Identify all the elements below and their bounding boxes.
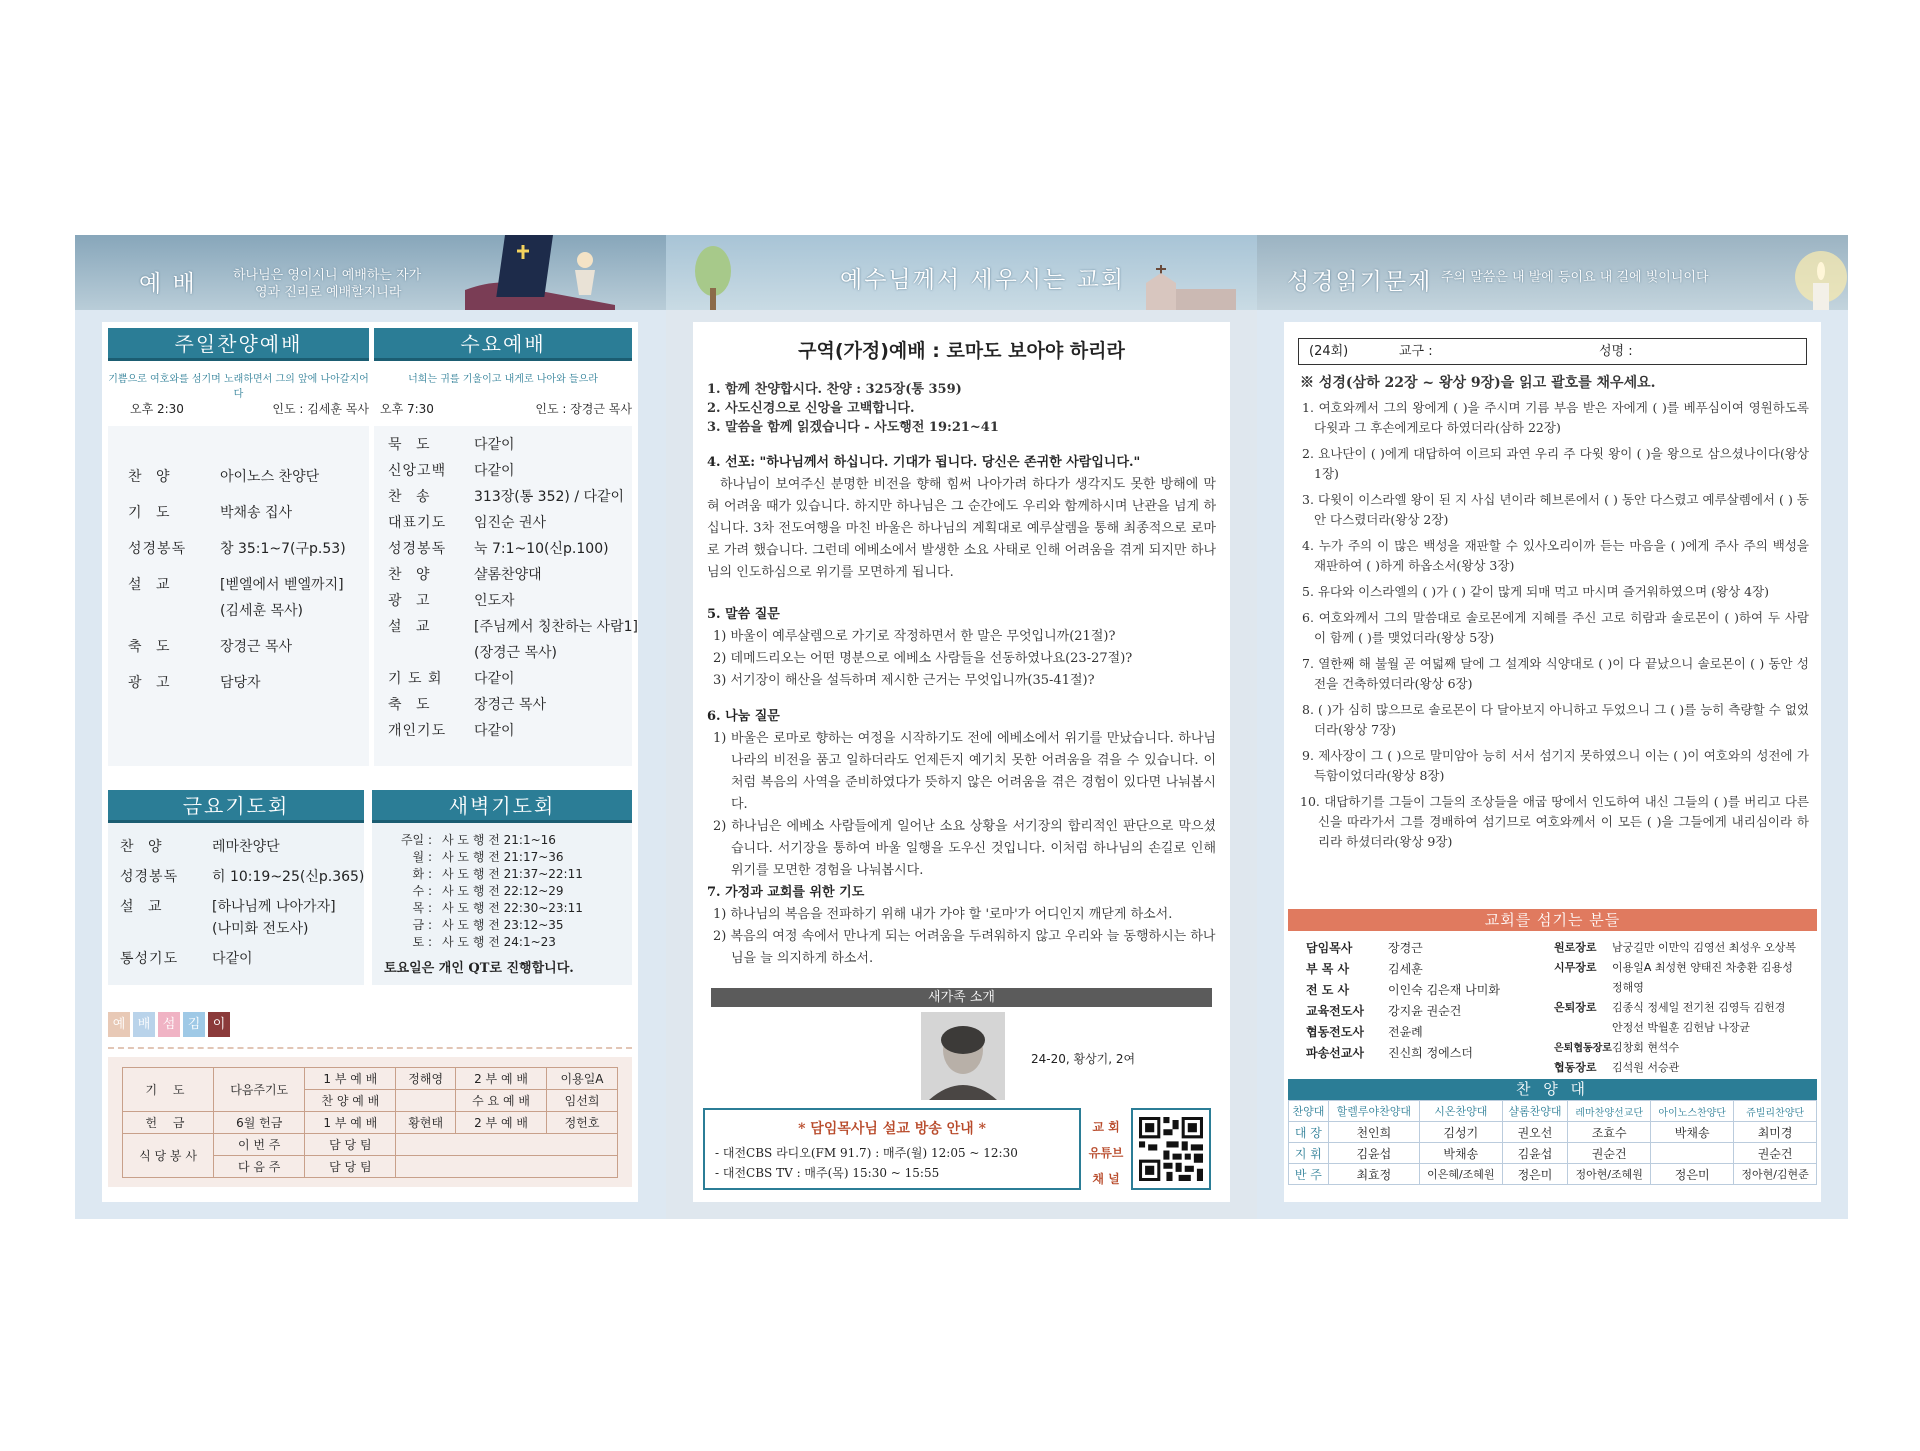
quiz-question: 5. 유다와 이스라엘의 ( )가 ( ) 같이 많게 되매 먹고 마시며 즐거워하였으며 (왕상 4장) [1302, 584, 1770, 599]
dawn-day: 화 : [412, 867, 432, 881]
dawn-reading: 사 도 행 전 22:30~23:11 [442, 901, 583, 915]
order-key: 광 고 [388, 593, 435, 609]
servant-role: 부 목 사 [1306, 962, 1350, 976]
order-value: [주님께서 칭찬하는 사람1] [474, 619, 638, 635]
order-key: 성경봉독 [388, 541, 447, 557]
choir-cell: 천인희 [1328, 1122, 1419, 1143]
order-value: [벧엘에서 벧엘까지] [220, 577, 344, 593]
choir-cell: 박채송 [1419, 1143, 1502, 1164]
question-item: 2) 하나님은 에베소 사람들에게 일어난 소요 상황을 서기장의 합리적인 판단으로 막으셨습니다. 서기장을 통하여 바울 일행을 도우신 것입니다. 이처럼 하나님의 손길로 인해 위기를 모면한 경험을 나눠봅시다. [713, 819, 1216, 878]
worship-column [75, 235, 666, 1219]
serving-tags [108, 1012, 230, 1040]
youtube-label-line: 교 회 [1092, 1120, 1120, 1134]
order-key: 성경봉독 [128, 541, 187, 557]
duty-cell: 찬 양 예 배 [305, 1090, 396, 1112]
dawn-reading: 사 도 행 전 21:37~22:11 [442, 867, 583, 881]
quiz-name-field[interactable]: 성명 : [1599, 344, 1633, 359]
choir-row [1289, 1122, 1817, 1143]
choir-cell: 이은혜/조혜원 [1419, 1164, 1502, 1185]
dawn-reading: 사 도 행 전 22:12~29 [442, 884, 564, 898]
servant-role: 은퇴장로 [1554, 1001, 1597, 1014]
duty-table [122, 1067, 618, 1178]
bulletin [75, 235, 1848, 1219]
order-key: 대표기도 [388, 515, 447, 531]
servant-role: 협동전도사 [1306, 1025, 1364, 1039]
order-value: 담당자 [220, 675, 261, 691]
bible-quiz-header-title: 성경읽기문제 [1287, 269, 1433, 295]
prayer-item: 2) 복음의 여정 속에서 만나게 되는 어려움을 두려워하지 않고 우리와 늘 동행하시는 하나님을 늘 의지하게 하소서. [713, 929, 1216, 966]
tag-block: 예 [108, 1012, 130, 1037]
order-key: 통성기도 [120, 951, 179, 967]
choir-table [1288, 1100, 1817, 1185]
dawn-reading: 사 도 행 전 21:1~16 [442, 833, 556, 847]
servant-row [1554, 937, 1796, 957]
youtube-label [1085, 1114, 1127, 1192]
duty-cell [396, 1134, 618, 1156]
choir-cell: 정은미 [1651, 1164, 1734, 1185]
friday-title: 금요기도회 [108, 790, 364, 823]
order-value: 눅 7:1~10(신p.100) [474, 541, 609, 557]
choir-title: 찬 양 대 [1288, 1079, 1817, 1100]
duty-cell: 황현태 [396, 1112, 456, 1134]
bible-quiz-column [1257, 235, 1848, 1219]
home-worship-header [666, 235, 1257, 310]
order-value: 다같이 [474, 437, 515, 453]
order-key: 기 도 [128, 505, 175, 521]
servant-names: 진신희 정에스더 [1388, 1046, 1473, 1060]
sunday-order [108, 426, 369, 766]
choir-cell: 조효수 [1568, 1122, 1651, 1143]
dawn-row [372, 848, 632, 865]
proclamation [707, 452, 1216, 584]
duty-cell [396, 1090, 456, 1112]
servant-names: 이인숙 김은재 나미화 [1388, 983, 1500, 997]
duty-cell: 1 부 예 배 [305, 1068, 396, 1090]
worship-panel [102, 322, 638, 1202]
bible-quiz-header-subtitle: 주의 말씀은 내 발에 등이요 내 길에 빛이니이다 [1441, 270, 1709, 285]
tag-block: 배 [133, 1012, 155, 1037]
broadcast-line: - 대전CBS TV : 매주(목) 15:30 ~ 15:55 [715, 1166, 940, 1180]
servant-role: 파송선교사 [1306, 1046, 1364, 1060]
bible-hand-icon [465, 235, 625, 310]
question-item: 1) 바울이 예루살렘으로 가기로 작정하면서 한 말은 무엇입니까(21절)? [713, 629, 1116, 644]
newcomer-photo [921, 1012, 1005, 1100]
servant-role: 교육전도사 [1306, 1004, 1364, 1018]
order-value: 다같이 [474, 463, 515, 479]
dawn-day: 금 : [412, 918, 432, 932]
sharing-questions [707, 706, 1216, 882]
servant-names: 안정선 박월훈 김헌남 나장균 [1611, 1021, 1750, 1034]
sunday-service [108, 328, 369, 691]
dawn-day: 토 : [412, 935, 432, 949]
broadcast-box [703, 1108, 1081, 1190]
sunday-time: 오후 2:30 [130, 402, 184, 416]
quiz-district-field[interactable]: 교구 : [1399, 344, 1433, 359]
bible-quiz-panel [1284, 322, 1821, 1202]
dawn-title: 새벽기도회 [372, 790, 632, 823]
broadcast-title: * 담임목사님 설교 방송 안내 * [798, 1121, 986, 1137]
servant-role [1554, 977, 1612, 997]
quiz-question: 3. 다윗이 이스라엘 왕이 된 지 사십 년이라 헤브론에서 ( ) 동안 다스렸고 예루살렘에서 ( ) 동안 다스렸더라(왕상 2장) [1302, 492, 1809, 527]
order-key: 신앙고백 [388, 463, 447, 479]
choir-col-header: 샬롬찬양대 [1502, 1101, 1567, 1122]
choir-cell: 정아현/조혜원 [1568, 1164, 1651, 1185]
order-value: 장경근 목사 [220, 639, 293, 655]
section-heading: 4. 선포: "하나님께서 하십니다. 기대가 됩니다. 당신은 존귀한 사람입니다." [707, 455, 1141, 470]
duty-cell: 임선희 [547, 1090, 618, 1112]
sunday-title: 주일찬양예배 [108, 328, 369, 361]
duty-cell: 2 부 예 배 [456, 1112, 547, 1134]
newcomer-bar: 새가족 소개 [711, 988, 1212, 1007]
dawn-row [372, 831, 632, 848]
order-value: [하나님께 나아가자] [212, 899, 336, 915]
servant-role: 은퇴협동장로 [1554, 1043, 1612, 1054]
question-item: 2) 데메드리오는 어떤 명분으로 에베소 사람들을 선동하였나요(23-27절)? [713, 651, 1133, 666]
wednesday-title: 수요예배 [374, 328, 632, 361]
servant-row [1306, 1021, 1500, 1042]
dawn-reading: 사 도 행 전 23:12~35 [442, 918, 564, 932]
worship-header-subtitle [233, 267, 421, 301]
dawn-row [372, 933, 632, 950]
order-value: 임진순 권사 [474, 515, 547, 531]
choir-cell: 김성기 [1419, 1122, 1502, 1143]
order-key: 찬 양 [128, 469, 175, 485]
choir-row [1289, 1143, 1817, 1164]
order-key: 기 도 회 [388, 671, 443, 687]
choir-cell: 권순건 [1734, 1143, 1817, 1164]
home-worship-column [666, 235, 1257, 1219]
tree-icon [688, 243, 738, 310]
servant-names: 김종식 정세일 전기천 김영득 김헌경 [1611, 1001, 1786, 1014]
choir-cell: 반 주 [1289, 1164, 1329, 1185]
order-value: 다같이 [474, 671, 515, 687]
servant-names: 장경근 [1388, 941, 1423, 955]
worship-header-title: 예 배 [139, 271, 197, 297]
choir-cell: 김윤섭 [1502, 1143, 1567, 1164]
servants-right-table [1554, 937, 1796, 1077]
wednesday-verse: 너희는 귀를 기울이고 내게로 나아와 들으라 [408, 374, 598, 385]
youtube-label-line: 유튜브 [1088, 1146, 1124, 1160]
sunday-leader: 인도 : 김세훈 목사 [272, 402, 369, 416]
choir-cell: 최미경 [1734, 1122, 1817, 1143]
quiz-question: 9. 제사장이 그 ( )으로 말미암아 능히 서서 섬기지 못하였으니 이는 ( )이 여호와의 성전에 가득함이었더라(왕상 8장) [1302, 748, 1809, 783]
dawn-day: 목 : [412, 901, 432, 915]
order-value: 박채송 집사 [220, 505, 293, 521]
order-value: 다같이 [474, 723, 515, 739]
servants-left [1306, 937, 1546, 1063]
wednesday-time: 오후 7:30 [380, 402, 434, 416]
dawn-row [372, 865, 632, 882]
order-value: 313장(통 352) / 다같이 [474, 489, 625, 505]
servant-role: 시무장로 [1554, 961, 1597, 974]
prayer-item: 1) 하나님의 복음을 전파하기 위해 내가 가야 할 '로마'가 어디인지 깨닫게 하소서. [713, 907, 1173, 922]
duty-cell: 이용일A [547, 1068, 618, 1090]
servant-names: 김세훈 [1388, 962, 1423, 976]
order-key: 광 고 [128, 675, 175, 691]
servant-row [1306, 979, 1500, 1000]
duty-cell [396, 1156, 618, 1178]
servant-role: 전 도 사 [1306, 983, 1350, 997]
choir-col-header: 레마찬양선교단 [1568, 1101, 1651, 1122]
choir-cell: 권오선 [1502, 1122, 1567, 1143]
choir-row [1289, 1164, 1817, 1185]
quiz-question: 1. 여호와께서 그의 왕에게 ( )을 주시며 기름 부음 받은 자에게 ( )를 베푸심이여 영원하도록 다윗과 그 후손에게로다 하였더라(삼하 22장) [1302, 400, 1809, 435]
duty-cell: 수 요 예 배 [456, 1090, 547, 1112]
order-key: 찬 양 [120, 839, 167, 855]
duty-row [123, 1068, 618, 1090]
subtitle-line: 하나님은 영이시니 예배하는 자가 [233, 268, 422, 283]
youtube-label-line: 채 널 [1092, 1172, 1120, 1186]
duty-cell: 1 부 예 배 [305, 1112, 396, 1134]
servant-names: 남궁길만 이만익 김영선 최성우 오상복 [1611, 941, 1796, 954]
bible-quiz-header [1257, 235, 1848, 310]
duty-cell: 담 당 팀 [305, 1134, 396, 1156]
section-heading: 5. 말씀 질문 [707, 607, 780, 622]
candle-icon [1787, 235, 1848, 310]
duty-cell: 식 당 봉 사 [123, 1134, 214, 1178]
quiz-question: 8. ( )가 심히 많으므로 솔로몬이 다 달아보지 아니하고 두었으니 그 ( )를 능히 측량할 수 없었더라(왕상 7장) [1302, 702, 1809, 737]
choir-cell: 대 장 [1289, 1122, 1329, 1143]
servant-names: 강지윤 권순건 [1388, 1004, 1462, 1018]
dawn-reading: 사 도 행 전 24:1~23 [442, 935, 556, 949]
question-item: 1) 바울은 로마로 향하는 여정을 시작하기도 전에 에베소에서 위기를 만났습니다. 하나님 나라의 비전을 품고 일하더라도 언제든지 예기치 못한 어려움을 겪을 수 있습니다. 이처럼 복음의 사역을 준비하였다가 뜻하지 않은 어려움을 겪은 경험이 있다면 나눠봅시다. [713, 731, 1216, 812]
quiz-question: 2. 요나단이 ( )에게 대답하여 이르되 과연 우리 주 다윗 왕이 ( )을 왕으로 삼으셨나이다(왕상 1장) [1302, 446, 1809, 481]
dawn-row [372, 882, 632, 899]
order-key: 찬 송 [388, 489, 435, 505]
friday-service [108, 790, 364, 985]
order-value: 레마찬양단 [212, 839, 280, 855]
dawn-reading: 사 도 행 전 21:17~36 [442, 850, 564, 864]
newcomer-info: 24-20, 황상기, 2여 [1031, 1052, 1136, 1066]
duty-cell: 이 번 주 [214, 1134, 305, 1156]
subtitle-line: 영과 진리로 예배할지니라 [255, 285, 402, 300]
quiz-question: 10. 대답하기를 그들이 그들의 조상들을 애굽 땅에서 인도하여 내신 그들의 ( )를 버리고 다른 신을 따라가서 그를 경배하여 섬기므로 여호와께서 이 모든 ( )을 그들에게 내리심이라 하리라 하셨더라(왕상 9장) [1300, 794, 1809, 849]
quiz-round: (24회) [1309, 344, 1349, 359]
choir-col-header: 아이노스찬양단 [1651, 1101, 1734, 1122]
servant-row [1554, 1057, 1796, 1077]
dawn-row [372, 899, 632, 916]
order-key: 성경봉독 [120, 869, 179, 885]
order-key: 묵 도 [388, 437, 435, 453]
choir-col-header: 할렐루야찬양대 [1328, 1101, 1419, 1122]
order-value: 아이노스 찬양단 [220, 469, 320, 485]
duty-row [123, 1112, 618, 1134]
section-heading: 6. 나눔 질문 [707, 709, 780, 724]
intro-step: 2. 사도신경으로 신앙을 고백합니다. [707, 401, 915, 416]
duty-cell: 담 당 팀 [305, 1156, 396, 1178]
duty-cell: 2 부 예 배 [456, 1068, 547, 1090]
duty-cell: 정해영 [396, 1068, 456, 1090]
servant-role: 원로장로 [1554, 941, 1597, 954]
servant-row [1306, 1000, 1500, 1021]
order-value: 장경근 목사 [474, 697, 547, 713]
proclamation-body: 하나님이 보여주신 분명한 비전을 향해 힘써 나아가려 하다가 생각지도 못한 방해에 막혀 어려움 때가 있습니다. 하지만 하나님은 그 순간에도 우리와 함께하시며 난관을 넘게 하십니다. 3차 전도여행을 마친 바울은 하나님의 계획대로 예루살렘을 통해 최종적으로 로마로 가려 했습니다. 그런데 에베소에서 발생한 소요 사태로 인해 어려움을 겪게 되지만 하나님의 인도하심으로 위기를 모면하게 됩니다. [707, 477, 1216, 580]
dawn-prayer [372, 790, 632, 985]
servant-row [1306, 1042, 1500, 1063]
dawn-day: 수 : [412, 884, 432, 898]
intro-steps [707, 380, 1216, 437]
quiz-question: 6. 여호와께서 그의 말씀대로 솔로몬에게 지혜를 주신 고로 히람과 솔로몬이 ( )하여 두 사람이 함께 ( )를 맺었더라(왕상 5장) [1302, 610, 1809, 645]
servant-names: 전윤례 [1388, 1025, 1423, 1039]
duty-cell: 정헌호 [547, 1112, 618, 1134]
dawn-day: 주일 : [400, 833, 432, 847]
quiz-question: 4. 누가 주의 이 많은 백성을 재판할 수 있사오리이까 듣는 마음을 ( )에게 주사 주의 백성을 재판하여 ( )하게 하옵소서(왕상 3장) [1302, 538, 1809, 573]
dawn-note: 토요일은 개인 QT로 진행합니다. [384, 961, 574, 976]
order-value: (김세훈 목사) [220, 603, 303, 619]
duty-cell: 다 음 주 [214, 1156, 305, 1178]
home-worship-header-title: 예수님께서 세우시는 교회 [840, 267, 1126, 293]
servant-names: 김석원 서승관 [1611, 1061, 1680, 1074]
order-value: (나미화 전도사) [212, 921, 309, 937]
home-worship-panel [693, 322, 1230, 1202]
wednesday-order [374, 426, 638, 766]
order-value: 샬롬찬양대 [474, 567, 542, 583]
order-value: (장경근 목사) [474, 645, 557, 661]
choir-cell: 박채송 [1651, 1122, 1734, 1143]
choir-cell [1651, 1143, 1734, 1164]
servants-left-table [1306, 937, 1500, 1063]
choir-cell: 정은미 [1502, 1164, 1567, 1185]
tag-block: 이 [208, 1012, 230, 1037]
home-worship-title: 구역(가정)예배 : 로마도 보아야 하리라 [798, 340, 1125, 362]
servant-names: 정해영 [1611, 981, 1644, 994]
sunday-verse: 기쁨으로 여호와를 섬기며 노래하면서 그의 앞에 나아갈지어다 [108, 374, 369, 400]
servant-role: 협동장로 [1554, 1061, 1597, 1074]
choir-cell: 권순건 [1568, 1143, 1651, 1164]
wednesday-service [374, 328, 638, 739]
word-questions [707, 604, 1216, 692]
order-value: 인도자 [474, 593, 515, 609]
servant-row [1554, 997, 1796, 1017]
choir-cell: 최효정 [1328, 1164, 1419, 1185]
servant-role [1554, 1017, 1612, 1037]
order-value: 창 35:1~7(구p.53) [220, 541, 346, 557]
choir-col-header: 쥬빌리찬양단 [1734, 1101, 1817, 1122]
wednesday-leader: 인도 : 장경근 목사 [535, 402, 632, 416]
servant-names: 이용일A 최성현 양태진 차충환 김용성 [1611, 961, 1793, 974]
order-value: 다같이 [212, 951, 253, 967]
servant-row [1554, 1017, 1796, 1037]
dawn-row [372, 916, 632, 933]
quiz-header-box [1298, 338, 1807, 365]
broadcast-line: - 대전CBS 라디오(FM 91.7) : 매주(월) 12:05 ~ 12:30 [715, 1146, 1018, 1160]
order-key: 개인기도 [388, 723, 447, 739]
church-icon [1136, 253, 1246, 310]
choir-col-header: 시온찬양대 [1419, 1101, 1502, 1122]
servant-row [1554, 977, 1796, 997]
duty-cell: 기 도 [123, 1068, 214, 1112]
intro-step: 1. 함께 찬양합시다. 찬양 : 325장(통 359) [707, 382, 962, 397]
tag-block: 섬 [158, 1012, 180, 1037]
order-key: 축 도 [388, 697, 435, 713]
order-key: 축 도 [128, 639, 175, 655]
order-key: 설 교 [120, 899, 167, 915]
choir-cell: 김윤섭 [1328, 1143, 1419, 1164]
tag-block: 김 [183, 1012, 205, 1037]
quiz-question: 7. 열한째 해 불월 곧 여덟째 달에 그 설계와 식양대로 ( )이 다 끝났으니 솔로몬이 ( ) 동안 성전을 건축하였더라(왕상 6장) [1302, 656, 1809, 691]
choir-cell: 정아현/김현준 [1734, 1164, 1817, 1185]
quiz-questions [1300, 398, 1809, 852]
choir-cell: 지 휘 [1289, 1143, 1329, 1164]
qr-code-icon[interactable] [1139, 1116, 1203, 1182]
divider [108, 1047, 632, 1049]
servants-right [1554, 937, 1816, 1077]
question-item: 3) 서기장이 해산을 설득하며 제시한 근거는 무엇입니까(35-41절)? [713, 673, 1095, 688]
servant-row [1306, 958, 1500, 979]
servant-row [1554, 1037, 1796, 1057]
quiz-instruction: ※ 성경(삼하 22장 ~ 왕상 9장)을 읽고 괄호를 채우세요. [1300, 375, 1656, 391]
order-key: 설 교 [128, 577, 175, 593]
dawn-day: 월 : [412, 850, 432, 864]
section-heading: 7. 가정과 교회를 위한 기도 [707, 885, 865, 900]
order-key: 설 교 [388, 619, 435, 635]
servant-row [1306, 937, 1500, 958]
servant-role: 담임목사 [1306, 941, 1353, 955]
servant-names: 김창회 현석수 [1611, 1041, 1680, 1054]
duty-cell: 다음주기도 [214, 1068, 305, 1112]
duty-cell: 6월 헌금 [214, 1112, 305, 1134]
order-value: 히 10:19~25(신p.365) [212, 869, 365, 885]
duty-table-box [108, 1057, 632, 1187]
duty-cell: 헌 금 [123, 1112, 214, 1134]
order-key: 찬 양 [388, 567, 435, 583]
intro-step: 3. 말씀을 함께 읽겠습니다 - 사도행전 19:21~41 [707, 420, 999, 435]
duty-row [123, 1134, 618, 1156]
prayer-topics [707, 882, 1216, 970]
qr-code-box[interactable] [1131, 1108, 1211, 1190]
choir-col-header: 찬양대 [1289, 1101, 1329, 1122]
worship-header [75, 235, 666, 310]
servants-title: 교회를 섬기는 분들 [1288, 909, 1817, 931]
choir-header-row [1289, 1101, 1817, 1122]
servant-row [1554, 957, 1796, 977]
